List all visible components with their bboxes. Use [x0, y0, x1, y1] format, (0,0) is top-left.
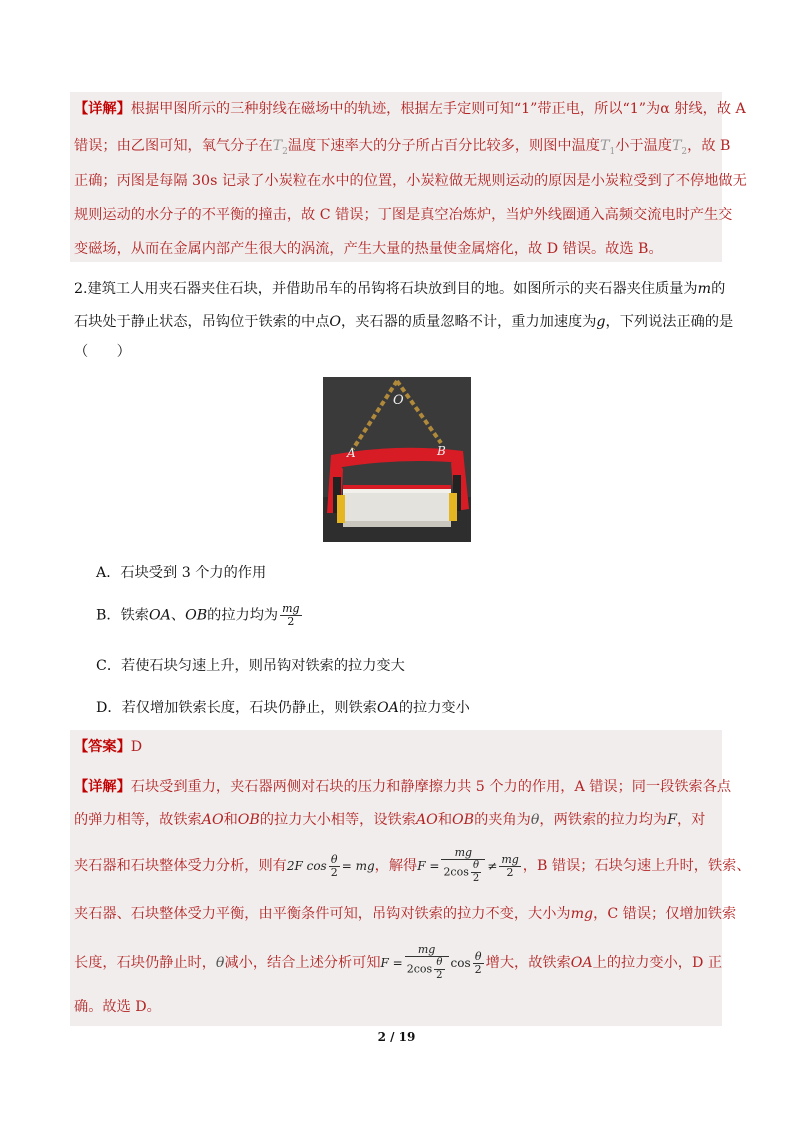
denominator: 2 [506, 865, 514, 879]
fraction [405, 944, 449, 982]
var: OB [237, 812, 260, 828]
var: θ [215, 955, 225, 971]
text: ，下列说法正确的是 [605, 314, 734, 330]
fraction [471, 860, 481, 885]
stone-clamp-photo [323, 377, 471, 542]
text: ，两铁索的拉力均为 [539, 812, 668, 828]
text: 根据甲图所示的三种射线在磁场中的轨迹，根据左手定则可知“1”带正电，所以“1”为α 射线，故 A [130, 101, 746, 117]
numerator: mg [405, 944, 449, 957]
fraction [441, 847, 485, 885]
option-c: C．若使石块匀速上升，则吊钩对铁索的拉力变大 [96, 658, 405, 674]
text: 、 [170, 607, 186, 624]
detail-line-5 [74, 943, 722, 983]
text: ，夹石器的质量忽略不计，重力加速度为 [341, 314, 597, 330]
text: ，故 B [687, 138, 731, 154]
explanation-line-5: 变磁场，从而在金属内部产生很大的涡流，产生大量的热量使金属熔化，故 D 错误。故选 B。 [74, 241, 663, 257]
text: 增大，故铁索 [485, 955, 571, 971]
text: B．铁索 [96, 607, 149, 624]
detail-line-2 [74, 811, 705, 829]
text: 夹石器、石块整体受力平衡，由平衡条件可知，吊钩对铁索的拉力不变，大小为 [74, 906, 571, 922]
text: 石块处于静止状态，吊钩位于铁索的中点 [74, 314, 330, 330]
numerator: θ [434, 957, 444, 970]
explanation-line-2 [74, 137, 730, 161]
var-m: m [697, 281, 712, 297]
question-line-1 [74, 280, 725, 298]
text: 长度，石块仍静止时， [74, 955, 216, 971]
detail-line-1 [74, 778, 731, 796]
var: OB [452, 812, 475, 828]
answer-tag: 【答案】 [74, 739, 131, 755]
var: AO [415, 812, 438, 828]
var-O: O [329, 314, 342, 330]
detail-line-3 [74, 846, 751, 886]
text: 小于温度 [615, 138, 672, 154]
math: ≠ [487, 859, 498, 873]
denominator [441, 860, 485, 885]
math: = mg [341, 859, 375, 873]
numerator: mg [282, 602, 300, 615]
fraction [329, 854, 340, 879]
option-a: A．石块受到 3 个力的作用 [96, 565, 267, 581]
text: 2cos [443, 865, 469, 879]
text: 的拉力均为 [207, 607, 279, 624]
denominator: 2 [287, 615, 295, 628]
explanation-line-4: 规则运动的水分子的不平衡的撞击，故 C 错误；丁图是真空冶炼炉，当炉外线圈通入高频交流电时产生交 [74, 207, 733, 223]
var: AO [201, 812, 224, 828]
var: θ [530, 812, 540, 828]
var-OA: OA [376, 700, 399, 716]
denominator: 2 [436, 970, 443, 981]
text: ，B 错误；石块匀速上升时，铁索、 [522, 858, 751, 874]
text: D．若仅增加铁索长度，石块仍静止，则铁索 [96, 700, 377, 716]
explanation-line-1 [74, 100, 746, 118]
text: ，解得 [374, 858, 418, 874]
question-line-3: （ ） [74, 344, 131, 360]
math: F = [417, 859, 440, 873]
detail-tag: 【详解】 [74, 779, 131, 795]
text: ，C 错误；仅增加铁索 [593, 906, 737, 922]
label-B: B [437, 444, 446, 458]
denominator: 2 [472, 873, 480, 884]
numerator: θ [471, 860, 481, 873]
fraction [434, 957, 444, 982]
var: OA [570, 955, 593, 971]
option-d [96, 697, 470, 717]
var: F [667, 812, 677, 828]
label-O: O [393, 393, 404, 408]
sub: 1 [609, 146, 616, 157]
text: 2.建筑工人用夹石器夹住石块，并借助吊车的吊钩将石块放到目的地。如图所示的夹石器夹住质量为 [74, 281, 698, 297]
numerator: θ [329, 854, 340, 867]
option-b [96, 603, 304, 628]
numerator: mg [441, 847, 485, 860]
text: 和 [437, 812, 453, 828]
fraction [499, 854, 520, 879]
var-T: T [599, 138, 610, 154]
text: 2cos [406, 962, 433, 976]
text: 的 [711, 281, 726, 297]
denominator [405, 957, 449, 982]
numerator: mg [501, 852, 519, 866]
text: 的拉力变小 [398, 700, 470, 716]
var-T: T [671, 138, 682, 154]
denominator: 2 [330, 865, 338, 879]
detail-tag: 【详解】 [74, 101, 131, 117]
var-OB: OB [185, 607, 208, 624]
sub: 2 [681, 146, 688, 157]
text: 温度下速率大的分子所占百分比较多，则图中温度 [287, 138, 600, 154]
var-g: g [596, 314, 606, 330]
fraction [280, 603, 301, 628]
text: 的弹力相等，故铁索 [74, 812, 202, 828]
math: 2F cos [286, 859, 327, 873]
math: cos [450, 956, 471, 970]
explanation-line-3: 正确；丙图是每隔 30s 记录了小炭粒在水中的位置，小炭粒做无规则运动的原因是小炭粒受到了不停地做无 [74, 173, 747, 189]
numerator: θ [473, 951, 484, 964]
text: 和 [223, 812, 238, 828]
detail-line-6: 确。故选 D。 [74, 999, 161, 1015]
fraction [473, 951, 484, 976]
text: 夹石器和石块整体受力分析，则有 [74, 858, 287, 874]
label-A: A [347, 446, 356, 460]
text: 错误；由乙图可知，氧气分子在 [74, 138, 273, 154]
var: mg [570, 906, 594, 922]
text: 的夹角为 [474, 812, 531, 828]
question-line-2 [74, 313, 733, 331]
denominator: 2 [474, 962, 482, 976]
sub: 2 [282, 146, 288, 157]
detail-line-4 [74, 905, 736, 923]
page-number: 2 / 19 [377, 1030, 416, 1044]
text: 上的拉力变小，D 正 [592, 955, 723, 971]
var-T: T [272, 138, 283, 154]
answer-line [74, 738, 142, 756]
math: F = [380, 956, 403, 970]
text: 的拉力大小相等，设铁索 [259, 812, 416, 828]
var-OA: OA [149, 607, 171, 624]
text: 减小，结合上述分析可知 [224, 955, 381, 971]
text: 石块受到重力，夹石器两侧对石块的压力和静摩擦力共 5 个力的作用，A 错误；同一段铁索各点 [130, 779, 732, 795]
answer-value: D [130, 739, 143, 755]
text: ，对 [676, 812, 706, 828]
